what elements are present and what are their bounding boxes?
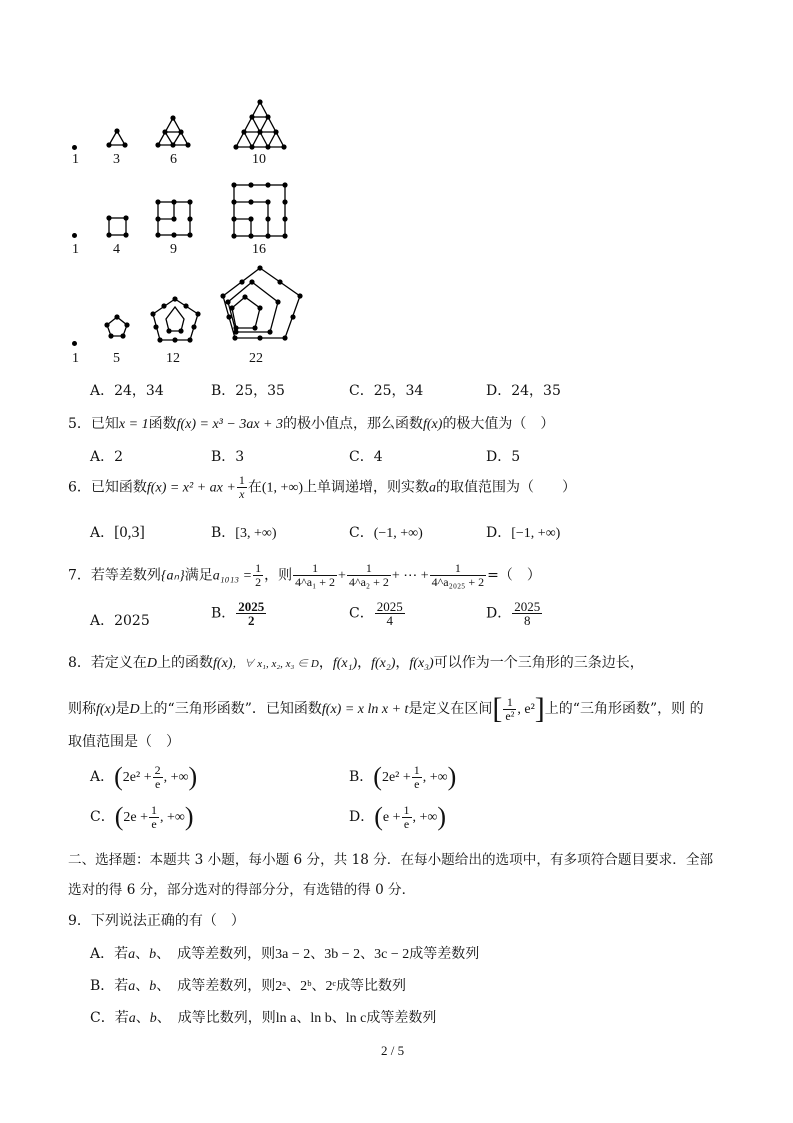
fig-label: 4 xyxy=(113,242,120,257)
fig-label: 10 xyxy=(252,152,266,167)
question-6: 6．已知函数f(x) = x² + ax + $\frac{1}{x}$ 在(1, +∞)上单调递增，则实数a的取值范围为（ ） xyxy=(68,473,577,501)
q4-option-d: D．24，35 xyxy=(486,383,561,399)
fig-label: 9 xyxy=(170,242,177,257)
q8-option-a: A．(2e² + $\frac{2}{e}$ , +∞) xyxy=(90,762,198,791)
fig-label: 5 xyxy=(113,351,120,366)
q5-option-c: C．4 xyxy=(349,449,383,465)
fig-label: 1 xyxy=(72,152,79,167)
figurate-diagram xyxy=(60,92,320,378)
q4-option-a: A．24，34 xyxy=(90,383,164,399)
section-2-instructions-line-2: 选对的得 6 分，部分选对的得部分分，有选错的得 0 分． xyxy=(68,882,416,898)
section-2-instructions-line-1: 二、选择题：本题共 3 小题，每小题 6 分，共 18 分．在每小题给出的选项中，有多项符合题目要求．全部 xyxy=(68,852,714,868)
q6-option-a: A．[0,3] xyxy=(90,524,145,541)
q6-option-c: C．(−1, +∞) xyxy=(349,525,423,541)
q6-option-d: D．[−1, +∞) xyxy=(486,525,561,541)
q9-option-b: B．若a、b、 成等差数列，则2ᵃ、2ᵇ、2ᶜ成等比数列 xyxy=(90,978,407,994)
q4-option-b: B．25，35 xyxy=(211,383,285,399)
dot-1-row1 xyxy=(72,145,77,150)
question-7: 7．若等差数列{aₙ}满足a₁₀₁₃ = $\frac{1}{2}$ ，则 $\frac{1}{\text{4\textasciicircum{}a₁ + 2}}$ + $\frac{1}{\text{4\textasciicircum{}a₂ + 2}}$ + ⋯ + $\frac{1}{\text{4\textasciicircum{}a₂₀₂₅ + 2}}$ =（ ） xyxy=(68,561,541,589)
q9-option-c: C．若a、b、 成等比数列，则ln a、ln b、ln c成等差数列 xyxy=(90,1010,437,1026)
fig-label: 3 xyxy=(113,152,120,167)
q8-option-b: B．(2e² + $\frac{1}{e}$ , +∞) xyxy=(349,762,457,791)
dot-1-row3 xyxy=(72,341,77,346)
fig-label: 22 xyxy=(249,351,263,366)
dot-1-row2 xyxy=(72,233,77,238)
fig-label: 6 xyxy=(170,152,177,167)
q4-option-c: C．25，34 xyxy=(349,383,424,399)
q5-option-b: B．3 xyxy=(211,449,245,465)
question-5: 5．已知x = 1函数f(x) = x³ − 3ax + 3的极小值点，那么函数f(x)的极大值为（ ） xyxy=(68,416,555,432)
question-8-line-3: 取值范围是（ ） xyxy=(68,734,180,750)
fig-label: 12 xyxy=(166,351,180,366)
question-8-line-2: 则称f(x)是D上的“三角形函数”．已知函数f(x) = x ln x + t是定义在区间[ $\frac{1}{\text{e²}}$ , e²]上的“三角形函数”，则 的 xyxy=(68,692,704,725)
fig-label: 16 xyxy=(252,242,266,257)
fig-label: 1 xyxy=(72,242,79,257)
q7-option-b: B． $\frac{2025}{2}$ xyxy=(211,599,265,628)
page-number: 2 / 5 xyxy=(381,1043,405,1058)
question-8-line-1: 8．若定义在D上的函数f(x)，∀ x₁, x₂, x₃ ∈ D，f(x₁)，f(x₂)，f(x₃)可以作为一个三角形的三条边长， xyxy=(68,655,644,671)
q9-option-a: A．若a、b、 成等差数列，则3a − 2、3b − 2、3c − 2成等差数列 xyxy=(90,946,480,962)
q8-option-d: D．(e + $\frac{1}{e}$ , +∞) xyxy=(349,802,447,831)
q8-option-c: C．(2e + $\frac{1}{e}$ , +∞) xyxy=(90,802,194,831)
q7-option-c: C． $\frac{2025}{4}$ xyxy=(349,599,403,628)
q7-option-d: D． $\frac{2025}{8}$ xyxy=(486,599,541,628)
q5-option-d: D．5 xyxy=(486,449,521,465)
q7-option-a: A．2025 xyxy=(90,613,150,629)
question-9: 9．下列说法正确的有（ ） xyxy=(68,913,245,929)
fig-label: 1 xyxy=(72,351,79,366)
q5-option-a: A．2 xyxy=(90,449,124,465)
q6-option-b: B．[3, +∞) xyxy=(211,525,277,541)
